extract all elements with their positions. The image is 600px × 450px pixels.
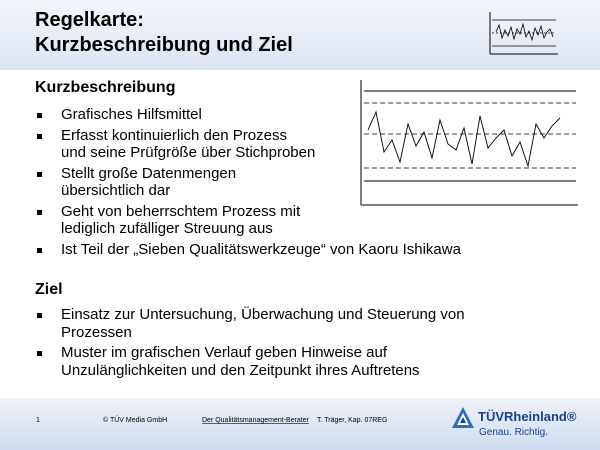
list-item-text: Ist Teil der „Sieben Qualitätswerkzeuge“ von Kaoru Ishikawa: [61, 240, 461, 258]
measurement-series-line: [368, 112, 560, 166]
ziel-list: [35, 306, 465, 382]
list-item-text: Grafisches Hilfsmittel: [61, 106, 202, 123]
list-item-text: Geht von beherrschtem Prozess mit: [61, 202, 301, 220]
copyright-text: © TÜV Media GmbH: [103, 417, 168, 424]
title-bar: [0, 0, 600, 70]
bullet-icon: [37, 313, 42, 318]
list-item-text: Erfasst kontinuierlich den Prozess: [61, 126, 287, 144]
list-item-text: Muster im grafischen Verlauf geben Hinweise auf: [61, 344, 388, 361]
tuv-rheinland-logo: [450, 405, 595, 445]
page-number: 1: [36, 417, 40, 424]
list-item-text: übersichtlich dar: [61, 182, 171, 199]
list-item-text: Unzulänglichkeiten und den Zeitpunkt ihres Auftretens: [61, 361, 420, 379]
control-chart-thumbnail-icon: [488, 10, 560, 56]
slide-title-line-1: Regelkarte:: [35, 9, 144, 31]
bullet-icon: [37, 172, 42, 177]
tuv-triangle-icon: [450, 405, 476, 431]
list-item-text: Prozessen: [61, 323, 132, 341]
bullet-icon: [37, 113, 42, 118]
list-item: [35, 344, 465, 379]
list-item-text: lediglich zufälliger Streuung aus: [61, 220, 273, 237]
bullet-icon: [37, 134, 42, 139]
bullet-icon: [37, 210, 42, 215]
logo-tagline: Genau. Richtig.: [479, 427, 548, 438]
list-item: [35, 241, 461, 259]
bullet-icon: [37, 248, 42, 253]
list-item-text: Einsatz zur Untersuchung, Überwachung und Steuerung von: [61, 306, 465, 323]
section-heading-ziel: Ziel: [35, 281, 63, 298]
slide-title-line-2: Kurzbeschreibung und Ziel: [35, 34, 293, 56]
list-item-text: Stellt große Datenmengen: [61, 164, 237, 182]
logo-name: TÜVRheinland®: [478, 409, 577, 424]
chapter-reference: T. Träger, Kap. 07REG: [317, 417, 388, 424]
list-item-text: und seine Prüfgröße über Stichproben: [61, 144, 316, 161]
book-title: Der Qualitätsmanagement-Berater: [202, 417, 309, 424]
bullet-icon: [37, 351, 42, 356]
section-heading-kurzbeschreibung: Kurzbeschreibung: [35, 79, 176, 96]
control-chart-illustration: [358, 78, 580, 208]
list-item: [35, 306, 465, 341]
